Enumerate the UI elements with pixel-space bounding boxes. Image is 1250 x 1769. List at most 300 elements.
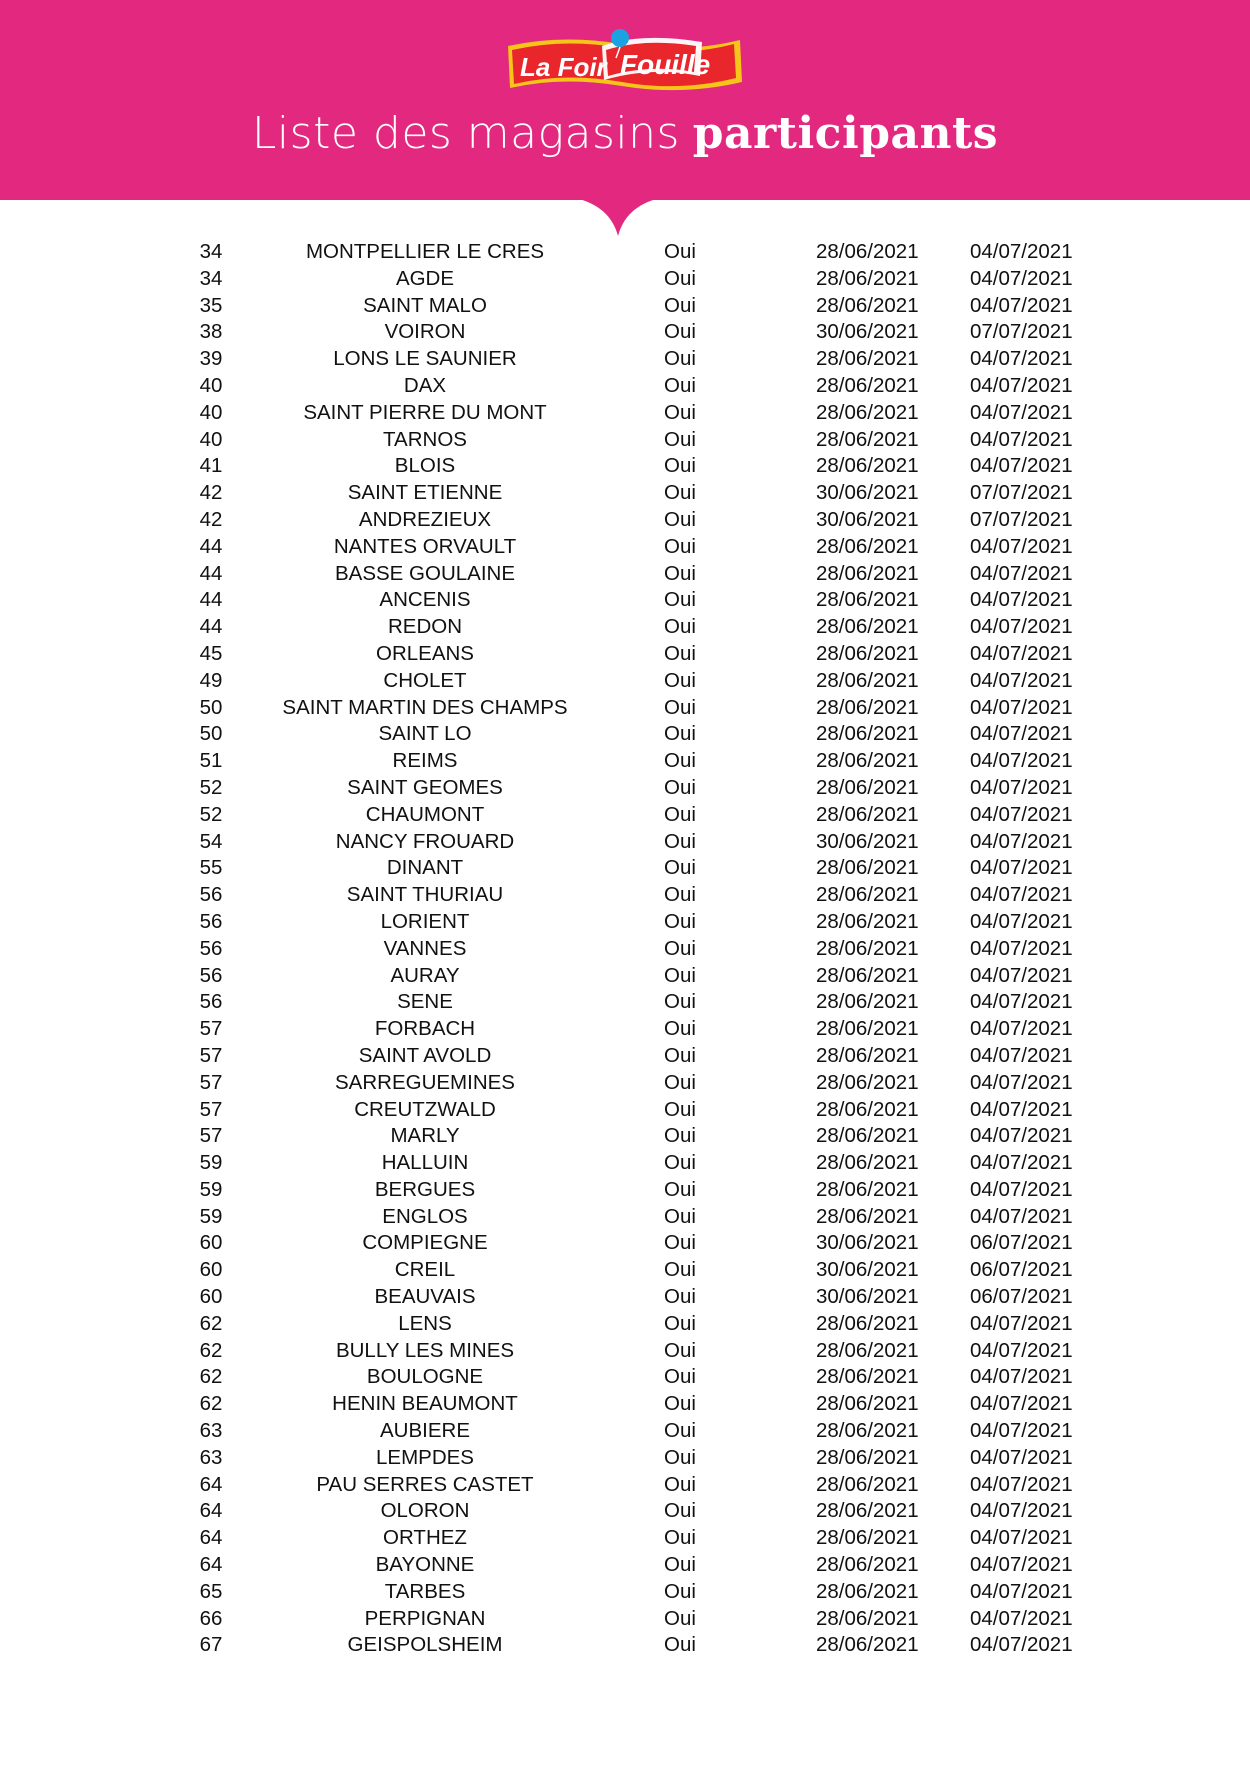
store-participation: Oui bbox=[664, 963, 696, 987]
store-end-date: 04/07/2021 bbox=[970, 1043, 1073, 1067]
store-participation: Oui bbox=[664, 240, 696, 263]
store-participation: Oui bbox=[664, 1151, 696, 1175]
store-city: BOULOGNE bbox=[366, 1365, 484, 1389]
store-end-date: 04/07/2021 bbox=[970, 802, 1073, 826]
store-end-date: 04/07/2021 bbox=[970, 856, 1073, 880]
store-start-date: 28/06/2021 bbox=[816, 427, 919, 451]
store-department: 60 bbox=[199, 1231, 223, 1255]
title-light: Liste des magasins bbox=[251, 108, 680, 159]
store-participation: Oui bbox=[664, 749, 696, 773]
store-participation: Oui bbox=[664, 427, 696, 451]
store-city: CREUTZWALD bbox=[354, 1097, 496, 1121]
store-department: 40 bbox=[199, 400, 223, 424]
store-row bbox=[0, 400, 1250, 427]
store-end-date: 04/07/2021 bbox=[970, 588, 1073, 612]
store-participation: Oui bbox=[664, 1633, 696, 1657]
store-start-date: 28/06/2021 bbox=[816, 775, 919, 799]
store-city: SAINT GEOMES bbox=[347, 775, 503, 799]
store-row bbox=[0, 1123, 1250, 1150]
store-city: ORLEANS bbox=[376, 641, 474, 665]
store-start-date: 28/06/2021 bbox=[816, 641, 919, 665]
store-city: LEMPDES bbox=[376, 1445, 474, 1469]
store-department: 64 bbox=[199, 1553, 223, 1577]
store-start-date: 28/06/2021 bbox=[816, 1579, 919, 1603]
store-department: 52 bbox=[199, 775, 223, 799]
store-city: BEAUVAIS bbox=[374, 1285, 476, 1309]
store-row bbox=[0, 1632, 1250, 1659]
store-row bbox=[0, 1579, 1250, 1606]
store-start-date: 28/06/2021 bbox=[816, 1151, 919, 1175]
store-start-date: 28/06/2021 bbox=[816, 266, 919, 290]
store-participation: Oui bbox=[664, 1231, 696, 1255]
store-city: SARREGUEMINES bbox=[335, 1070, 515, 1094]
store-department: 44 bbox=[199, 588, 223, 612]
store-city: BERGUES bbox=[374, 1177, 476, 1201]
store-end-date: 04/07/2021 bbox=[970, 1526, 1073, 1550]
store-department: 56 bbox=[199, 936, 223, 960]
store-city: ANCENIS bbox=[379, 588, 471, 612]
store-participation: Oui bbox=[664, 1365, 696, 1389]
store-end-date: 04/07/2021 bbox=[970, 561, 1073, 585]
store-end-date: 04/07/2021 bbox=[970, 266, 1073, 290]
store-participation: Oui bbox=[664, 1579, 696, 1603]
store-start-date: 28/06/2021 bbox=[816, 856, 919, 880]
store-city: COMPIEGNE bbox=[362, 1231, 488, 1255]
store-start-date: 28/06/2021 bbox=[816, 400, 919, 424]
store-city: MARLY bbox=[390, 1124, 460, 1148]
store-city: BAYONNE bbox=[375, 1553, 475, 1577]
store-row bbox=[0, 1284, 1250, 1311]
store-participation: Oui bbox=[664, 856, 696, 880]
store-end-date: 04/07/2021 bbox=[970, 1579, 1073, 1603]
store-start-date: 28/06/2021 bbox=[816, 722, 919, 746]
store-participation: Oui bbox=[664, 1472, 696, 1496]
store-end-date: 06/07/2021 bbox=[970, 1258, 1073, 1282]
store-department: 57 bbox=[199, 1043, 223, 1067]
store-end-date: 04/07/2021 bbox=[970, 1499, 1073, 1523]
store-end-date: 04/07/2021 bbox=[970, 347, 1073, 371]
store-end-date: 04/07/2021 bbox=[970, 1365, 1073, 1389]
store-department: 63 bbox=[199, 1445, 223, 1469]
store-participation: Oui bbox=[664, 829, 696, 853]
store-start-date: 28/06/2021 bbox=[816, 1392, 919, 1416]
store-department: 42 bbox=[199, 507, 223, 531]
store-department: 64 bbox=[199, 1526, 223, 1550]
store-city: CHAUMONT bbox=[365, 802, 485, 826]
store-city: DAX bbox=[403, 373, 447, 397]
store-participation: Oui bbox=[664, 588, 696, 612]
store-department: 34 bbox=[199, 266, 223, 290]
store-row bbox=[0, 1311, 1250, 1338]
store-city: LONS LE SAUNIER bbox=[333, 347, 517, 371]
store-city: HENIN BEAUMONT bbox=[332, 1392, 518, 1416]
store-city: ORTHEZ bbox=[383, 1526, 467, 1550]
store-department: 54 bbox=[199, 829, 223, 853]
store-department: 44 bbox=[199, 615, 223, 639]
store-end-date: 07/07/2021 bbox=[970, 507, 1073, 531]
store-row bbox=[0, 1391, 1250, 1418]
store-end-date: 04/07/2021 bbox=[970, 373, 1073, 397]
store-row bbox=[0, 534, 1250, 561]
store-participation: Oui bbox=[664, 1311, 696, 1335]
store-city: BULLY LES MINES bbox=[335, 1338, 515, 1362]
store-start-date: 28/06/2021 bbox=[816, 1365, 919, 1389]
store-participation: Oui bbox=[664, 1043, 696, 1067]
store-end-date: 06/07/2021 bbox=[970, 1285, 1073, 1309]
store-row bbox=[0, 1230, 1250, 1257]
store-start-date: 28/06/2021 bbox=[816, 1553, 919, 1577]
store-row bbox=[0, 748, 1250, 775]
store-row bbox=[0, 668, 1250, 695]
store-end-date: 04/07/2021 bbox=[970, 1392, 1073, 1416]
store-start-date: 28/06/2021 bbox=[816, 1472, 919, 1496]
store-department: 50 bbox=[199, 695, 223, 719]
store-participation: Oui bbox=[664, 293, 696, 317]
store-start-date: 28/06/2021 bbox=[816, 1606, 919, 1630]
store-start-date: 30/06/2021 bbox=[816, 1285, 919, 1309]
store-row bbox=[0, 373, 1250, 400]
store-department: 45 bbox=[199, 641, 223, 665]
store-start-date: 28/06/2021 bbox=[816, 1419, 919, 1443]
store-row bbox=[0, 829, 1250, 856]
store-department: 38 bbox=[199, 320, 223, 344]
store-participation: Oui bbox=[664, 1285, 696, 1309]
store-row bbox=[0, 453, 1250, 480]
store-participation: Oui bbox=[664, 320, 696, 344]
store-row bbox=[0, 882, 1250, 909]
store-end-date: 07/07/2021 bbox=[970, 481, 1073, 505]
store-end-date: 04/07/2021 bbox=[970, 990, 1073, 1014]
store-start-date: 28/06/2021 bbox=[816, 1017, 919, 1041]
store-participation: Oui bbox=[664, 775, 696, 799]
store-department: 59 bbox=[199, 1151, 223, 1175]
store-participation: Oui bbox=[664, 534, 696, 558]
store-department: 51 bbox=[199, 749, 223, 773]
store-participation: Oui bbox=[664, 1499, 696, 1523]
store-end-date: 04/07/2021 bbox=[970, 615, 1073, 639]
store-row bbox=[0, 561, 1250, 588]
store-participation: Oui bbox=[664, 722, 696, 746]
store-start-date: 30/06/2021 bbox=[816, 507, 919, 531]
store-department: 39 bbox=[199, 347, 223, 371]
store-participation: Oui bbox=[664, 266, 696, 290]
store-city: TARBES bbox=[384, 1579, 466, 1603]
store-participation: Oui bbox=[664, 373, 696, 397]
store-city: MONTPELLIER LE CRES bbox=[305, 240, 545, 263]
store-participation: Oui bbox=[664, 481, 696, 505]
store-start-date: 28/06/2021 bbox=[816, 1445, 919, 1469]
store-start-date: 28/06/2021 bbox=[816, 293, 919, 317]
svg-text:Fouille: Fouille bbox=[620, 49, 711, 80]
store-department: 56 bbox=[199, 883, 223, 907]
store-start-date: 28/06/2021 bbox=[816, 1499, 919, 1523]
store-city: SAINT MARTIN DES CHAMPS bbox=[282, 695, 568, 719]
store-row bbox=[0, 1445, 1250, 1472]
store-row bbox=[0, 963, 1250, 990]
store-row bbox=[0, 855, 1250, 882]
store-row bbox=[0, 239, 1250, 266]
store-city: VOIRON bbox=[384, 320, 466, 344]
store-end-date: 04/07/2021 bbox=[970, 1097, 1073, 1121]
store-city: AURAY bbox=[390, 963, 460, 987]
store-city: REDON bbox=[387, 615, 463, 639]
store-start-date: 28/06/2021 bbox=[816, 347, 919, 371]
store-department: 57 bbox=[199, 1124, 223, 1148]
store-department: 42 bbox=[199, 481, 223, 505]
store-start-date: 30/06/2021 bbox=[816, 1231, 919, 1255]
store-start-date: 28/06/2021 bbox=[816, 1311, 919, 1335]
store-row bbox=[0, 1418, 1250, 1445]
store-department: 59 bbox=[199, 1177, 223, 1201]
store-row bbox=[0, 587, 1250, 614]
store-department: 49 bbox=[199, 668, 223, 692]
store-start-date: 28/06/2021 bbox=[816, 1526, 919, 1550]
store-end-date: 04/07/2021 bbox=[970, 1633, 1073, 1657]
store-participation: Oui bbox=[664, 668, 696, 692]
store-end-date: 04/07/2021 bbox=[970, 936, 1073, 960]
store-participation: Oui bbox=[664, 1097, 696, 1121]
store-row bbox=[0, 936, 1250, 963]
store-end-date: 04/07/2021 bbox=[970, 293, 1073, 317]
store-department: 66 bbox=[199, 1606, 223, 1630]
store-city: LENS bbox=[398, 1311, 452, 1335]
store-end-date: 04/07/2021 bbox=[970, 454, 1073, 478]
store-city: NANTES ORVAULT bbox=[333, 534, 517, 558]
store-row bbox=[0, 802, 1250, 829]
store-row bbox=[0, 480, 1250, 507]
store-participation: Oui bbox=[664, 1419, 696, 1443]
store-start-date: 30/06/2021 bbox=[816, 1258, 919, 1282]
store-department: 57 bbox=[199, 1070, 223, 1094]
store-end-date: 04/07/2021 bbox=[970, 1124, 1073, 1148]
store-city: AGDE bbox=[395, 266, 455, 290]
store-end-date: 04/07/2021 bbox=[970, 534, 1073, 558]
store-row bbox=[0, 1257, 1250, 1284]
store-participation: Oui bbox=[664, 1606, 696, 1630]
store-city: PAU SERRES CASTET bbox=[316, 1472, 534, 1496]
store-end-date: 04/07/2021 bbox=[970, 641, 1073, 665]
store-city: SAINT THURIAU bbox=[346, 883, 504, 907]
store-row bbox=[0, 1606, 1250, 1633]
store-city: AUBIERE bbox=[380, 1419, 470, 1443]
store-participation: Oui bbox=[664, 1017, 696, 1041]
store-end-date: 04/07/2021 bbox=[970, 1070, 1073, 1094]
store-end-date: 04/07/2021 bbox=[970, 1017, 1073, 1041]
store-participation: Oui bbox=[664, 990, 696, 1014]
store-end-date: 04/07/2021 bbox=[970, 1177, 1073, 1201]
store-row bbox=[0, 346, 1250, 373]
store-participation: Oui bbox=[664, 1204, 696, 1228]
store-row bbox=[0, 507, 1250, 534]
store-department: 56 bbox=[199, 990, 223, 1014]
store-city: SAINT ETIENNE bbox=[347, 481, 503, 505]
store-start-date: 28/06/2021 bbox=[816, 454, 919, 478]
store-list bbox=[0, 239, 1250, 1659]
store-end-date: 04/07/2021 bbox=[970, 883, 1073, 907]
store-department: 62 bbox=[199, 1338, 223, 1362]
store-end-date: 04/07/2021 bbox=[970, 963, 1073, 987]
store-start-date: 28/06/2021 bbox=[816, 1124, 919, 1148]
store-department: 56 bbox=[199, 909, 223, 933]
store-start-date: 28/06/2021 bbox=[816, 373, 919, 397]
store-participation: Oui bbox=[664, 909, 696, 933]
store-end-date: 04/07/2021 bbox=[970, 1311, 1073, 1335]
store-start-date: 28/06/2021 bbox=[816, 561, 919, 585]
store-start-date: 28/06/2021 bbox=[816, 1070, 919, 1094]
store-row bbox=[0, 721, 1250, 748]
store-row bbox=[0, 1043, 1250, 1070]
store-department: 60 bbox=[199, 1285, 223, 1309]
store-end-date: 04/07/2021 bbox=[970, 427, 1073, 451]
page-title bbox=[0, 108, 1250, 159]
store-row bbox=[0, 1016, 1250, 1043]
store-end-date: 04/07/2021 bbox=[970, 1204, 1073, 1228]
store-start-date: 28/06/2021 bbox=[816, 1097, 919, 1121]
store-row bbox=[0, 1552, 1250, 1579]
store-end-date: 04/07/2021 bbox=[970, 749, 1073, 773]
svg-text:La Foir: La Foir bbox=[520, 52, 607, 82]
store-participation: Oui bbox=[664, 641, 696, 665]
store-department: 62 bbox=[199, 1365, 223, 1389]
store-participation: Oui bbox=[664, 1445, 696, 1469]
store-participation: Oui bbox=[664, 454, 696, 478]
store-row bbox=[0, 695, 1250, 722]
store-city: DINANT bbox=[386, 856, 464, 880]
store-city: BASSE GOULAINE bbox=[334, 561, 515, 585]
store-participation: Oui bbox=[664, 1392, 696, 1416]
store-department: 59 bbox=[199, 1204, 223, 1228]
store-start-date: 28/06/2021 bbox=[816, 909, 919, 933]
store-city: OLORON bbox=[380, 1499, 470, 1523]
store-participation: Oui bbox=[664, 1553, 696, 1577]
store-end-date: 04/07/2021 bbox=[970, 1338, 1073, 1362]
store-end-date: 04/07/2021 bbox=[970, 1472, 1073, 1496]
store-participation: Oui bbox=[664, 400, 696, 424]
store-end-date: 06/07/2021 bbox=[970, 1231, 1073, 1255]
store-department: 67 bbox=[199, 1633, 223, 1657]
store-start-date: 28/06/2021 bbox=[816, 588, 919, 612]
store-row bbox=[0, 1097, 1250, 1124]
store-row bbox=[0, 293, 1250, 320]
store-end-date: 04/07/2021 bbox=[970, 829, 1073, 853]
store-participation: Oui bbox=[664, 1177, 696, 1201]
store-start-date: 30/06/2021 bbox=[816, 320, 919, 344]
store-city: REIMS bbox=[392, 749, 458, 773]
store-department: 57 bbox=[199, 1097, 223, 1121]
store-start-date: 28/06/2021 bbox=[816, 695, 919, 719]
store-participation: Oui bbox=[664, 615, 696, 639]
store-department: 44 bbox=[199, 561, 223, 585]
store-department: 56 bbox=[199, 963, 223, 987]
store-department: 41 bbox=[199, 454, 223, 478]
store-start-date: 28/06/2021 bbox=[816, 963, 919, 987]
store-row bbox=[0, 1204, 1250, 1231]
store-row bbox=[0, 909, 1250, 936]
store-start-date: 28/06/2021 bbox=[816, 1177, 919, 1201]
store-row bbox=[0, 1525, 1250, 1552]
store-end-date: 07/07/2021 bbox=[970, 320, 1073, 344]
store-participation: Oui bbox=[664, 507, 696, 531]
store-department: 44 bbox=[199, 534, 223, 558]
store-city: BLOIS bbox=[394, 454, 456, 478]
store-participation: Oui bbox=[664, 695, 696, 719]
store-end-date: 04/07/2021 bbox=[970, 668, 1073, 692]
store-end-date: 04/07/2021 bbox=[970, 775, 1073, 799]
store-department: 34 bbox=[199, 240, 223, 263]
store-participation: Oui bbox=[664, 347, 696, 371]
store-department: 55 bbox=[199, 856, 223, 880]
store-row bbox=[0, 1472, 1250, 1499]
store-start-date: 28/06/2021 bbox=[816, 240, 919, 263]
store-end-date: 04/07/2021 bbox=[970, 1606, 1073, 1630]
store-start-date: 28/06/2021 bbox=[816, 534, 919, 558]
store-participation: Oui bbox=[664, 1070, 696, 1094]
store-city: HALLUIN bbox=[381, 1151, 469, 1175]
store-start-date: 30/06/2021 bbox=[816, 829, 919, 853]
store-participation: Oui bbox=[664, 561, 696, 585]
store-row bbox=[0, 427, 1250, 454]
store-row bbox=[0, 775, 1250, 802]
store-row bbox=[0, 319, 1250, 346]
store-department: 63 bbox=[199, 1419, 223, 1443]
store-start-date: 28/06/2021 bbox=[816, 990, 919, 1014]
store-department: 40 bbox=[199, 427, 223, 451]
store-end-date: 04/07/2021 bbox=[970, 909, 1073, 933]
store-participation: Oui bbox=[664, 1124, 696, 1148]
store-city: LORIENT bbox=[380, 909, 470, 933]
store-start-date: 28/06/2021 bbox=[816, 1204, 919, 1228]
store-end-date: 04/07/2021 bbox=[970, 1553, 1073, 1577]
store-row bbox=[0, 1070, 1250, 1097]
store-participation: Oui bbox=[664, 936, 696, 960]
store-end-date: 04/07/2021 bbox=[970, 1419, 1073, 1443]
store-end-date: 04/07/2021 bbox=[970, 1151, 1073, 1175]
store-end-date: 04/07/2021 bbox=[970, 695, 1073, 719]
page-header bbox=[0, 0, 1250, 200]
store-participation: Oui bbox=[664, 883, 696, 907]
store-row bbox=[0, 1177, 1250, 1204]
store-city: SAINT AVOLD bbox=[358, 1043, 492, 1067]
store-end-date: 04/07/2021 bbox=[970, 722, 1073, 746]
store-start-date: 28/06/2021 bbox=[816, 802, 919, 826]
store-start-date: 28/06/2021 bbox=[816, 1338, 919, 1362]
store-start-date: 28/06/2021 bbox=[816, 615, 919, 639]
store-city: CREIL bbox=[394, 1258, 456, 1282]
store-row bbox=[0, 614, 1250, 641]
store-department: 52 bbox=[199, 802, 223, 826]
store-city: CHOLET bbox=[383, 668, 467, 692]
store-start-date: 28/06/2021 bbox=[816, 1633, 919, 1657]
store-row bbox=[0, 1498, 1250, 1525]
header-notch bbox=[0, 198, 1250, 238]
store-start-date: 28/06/2021 bbox=[816, 1043, 919, 1067]
store-participation: Oui bbox=[664, 1338, 696, 1362]
store-participation: Oui bbox=[664, 802, 696, 826]
store-start-date: 28/06/2021 bbox=[816, 668, 919, 692]
store-department: 64 bbox=[199, 1472, 223, 1496]
store-participation: Oui bbox=[664, 1526, 696, 1550]
brand-logo bbox=[502, 24, 748, 104]
store-department: 60 bbox=[199, 1258, 223, 1282]
store-city: TARNOS bbox=[383, 427, 467, 451]
store-row bbox=[0, 641, 1250, 668]
store-department: 62 bbox=[199, 1311, 223, 1335]
store-department: 64 bbox=[199, 1499, 223, 1523]
store-participation: Oui bbox=[664, 1258, 696, 1282]
store-department: 40 bbox=[199, 373, 223, 397]
store-end-date: 04/07/2021 bbox=[970, 240, 1073, 263]
store-city: SAINT MALO bbox=[363, 293, 487, 317]
